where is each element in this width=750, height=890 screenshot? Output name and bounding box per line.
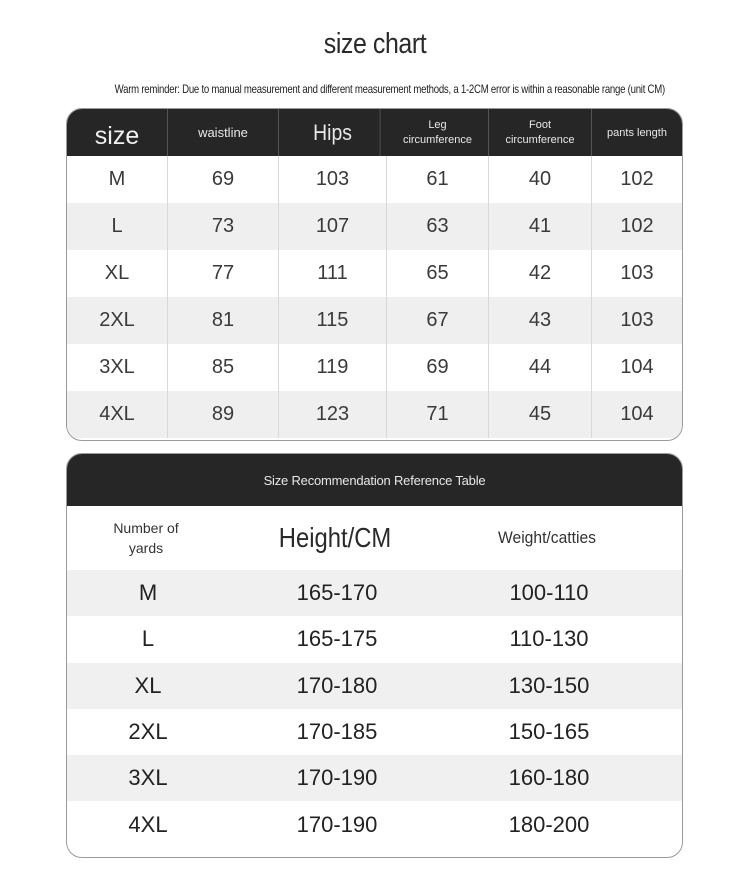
cell-size: 3XL	[128, 765, 168, 791]
cell-foot: 42	[489, 250, 592, 297]
cell-pants-length: 104	[620, 403, 654, 425]
recommendation-table-title: Size Recommendation Reference Table	[67, 454, 682, 506]
header-foot-line1: Foot	[528, 118, 551, 131]
cell-hips: 107	[279, 203, 387, 250]
header-height: Height/CM	[278, 522, 392, 553]
cell-waistline: 69	[168, 156, 279, 203]
cell-size: 4XL	[128, 811, 168, 837]
cell-waistline: 73	[168, 203, 279, 250]
header-pants-length: pants length	[607, 126, 667, 139]
page-title: size chart	[323, 28, 427, 60]
header-hips: Hips	[285, 109, 380, 156]
cell-size: 2XL	[67, 297, 168, 344]
header-yards-line1: Number of	[113, 520, 179, 536]
cell-foot: 41	[489, 203, 592, 250]
cell-foot: 40	[489, 156, 592, 203]
cell-waistline: 85	[168, 344, 279, 391]
cell-height: 165-175	[296, 626, 378, 652]
cell-hips: 115	[279, 297, 387, 344]
measurement-table-header	[67, 109, 682, 156]
cell-weight: 160-180	[508, 765, 590, 791]
cell-pants-length: 103	[620, 262, 654, 284]
table-row	[67, 250, 682, 297]
cell-leg: 65	[387, 250, 489, 297]
cell-size: L	[67, 203, 168, 250]
recommendation-table	[66, 453, 683, 858]
measurement-size-table	[66, 108, 683, 441]
header-foot-line2: circumference	[505, 133, 575, 146]
warm-reminder-note: Warm reminder: Due to manual measurement and different measurement methods, a 1-2CM error is within a reasonable range (unit CM)	[114, 82, 665, 96]
header-number-of-yards	[67, 518, 225, 558]
table-row	[67, 616, 682, 662]
header-size: size	[67, 109, 168, 156]
cell-leg: 63	[387, 203, 489, 250]
table-row	[67, 663, 682, 709]
cell-waistline: 89	[168, 391, 279, 438]
recommendation-table-body	[67, 570, 682, 848]
cell-hips: 111	[279, 250, 387, 297]
cell-hips: 123	[279, 391, 387, 438]
cell-weight: 100-110	[509, 580, 589, 606]
cell-height: 165-170	[296, 580, 378, 606]
header-leg-circumference	[387, 109, 489, 156]
header-foot-circumference	[489, 109, 592, 156]
cell-size: XL	[134, 672, 162, 698]
cell-foot: 43	[489, 297, 592, 344]
header-weight: Weight/catties	[498, 528, 596, 547]
cell-size: 2XL	[128, 719, 168, 745]
cell-leg: 69	[387, 344, 489, 391]
table-row	[67, 570, 682, 616]
cell-weight: 130-150	[508, 672, 590, 698]
header-waistline: waistline	[168, 109, 279, 156]
cell-pants-length: 103	[620, 309, 654, 331]
measurement-table-body	[67, 156, 682, 438]
cell-leg: 71	[387, 391, 489, 438]
cell-height: 170-185	[296, 719, 378, 745]
cell-pants-length: 102	[620, 215, 654, 237]
header-leg-line1: Leg	[428, 118, 447, 131]
cell-weight: 110-130	[509, 626, 589, 652]
cell-weight: 180-200	[508, 811, 590, 837]
cell-hips: 119	[279, 344, 387, 391]
cell-size: 4XL	[67, 391, 168, 438]
cell-foot: 44	[489, 344, 592, 391]
cell-size: L	[141, 626, 155, 652]
table-row	[67, 801, 682, 847]
header-leg-line2: circumference	[402, 133, 473, 146]
header-yards-line2: yards	[128, 540, 164, 556]
table-row	[67, 203, 682, 250]
cell-size: M	[67, 156, 168, 203]
cell-height: 170-190	[296, 811, 378, 837]
cell-waistline: 77	[168, 250, 279, 297]
cell-pants-length: 104	[620, 356, 654, 378]
cell-waistline: 81	[168, 297, 279, 344]
table-row	[67, 344, 682, 391]
cell-size: M	[138, 580, 158, 606]
cell-hips: 103	[279, 156, 387, 203]
table-row	[67, 709, 682, 755]
table-row	[67, 156, 682, 203]
cell-size: 3XL	[67, 344, 168, 391]
cell-leg: 61	[387, 156, 489, 203]
cell-size: XL	[67, 250, 168, 297]
cell-height: 170-190	[296, 765, 378, 791]
cell-weight: 150-165	[508, 719, 590, 745]
recommendation-table-header	[67, 506, 682, 570]
cell-height: 170-180	[296, 672, 378, 698]
cell-foot: 45	[489, 391, 592, 438]
cell-pants-length: 102	[620, 168, 654, 190]
table-row	[67, 297, 682, 344]
cell-leg: 67	[387, 297, 489, 344]
table-row	[67, 755, 682, 801]
table-row	[67, 391, 682, 438]
